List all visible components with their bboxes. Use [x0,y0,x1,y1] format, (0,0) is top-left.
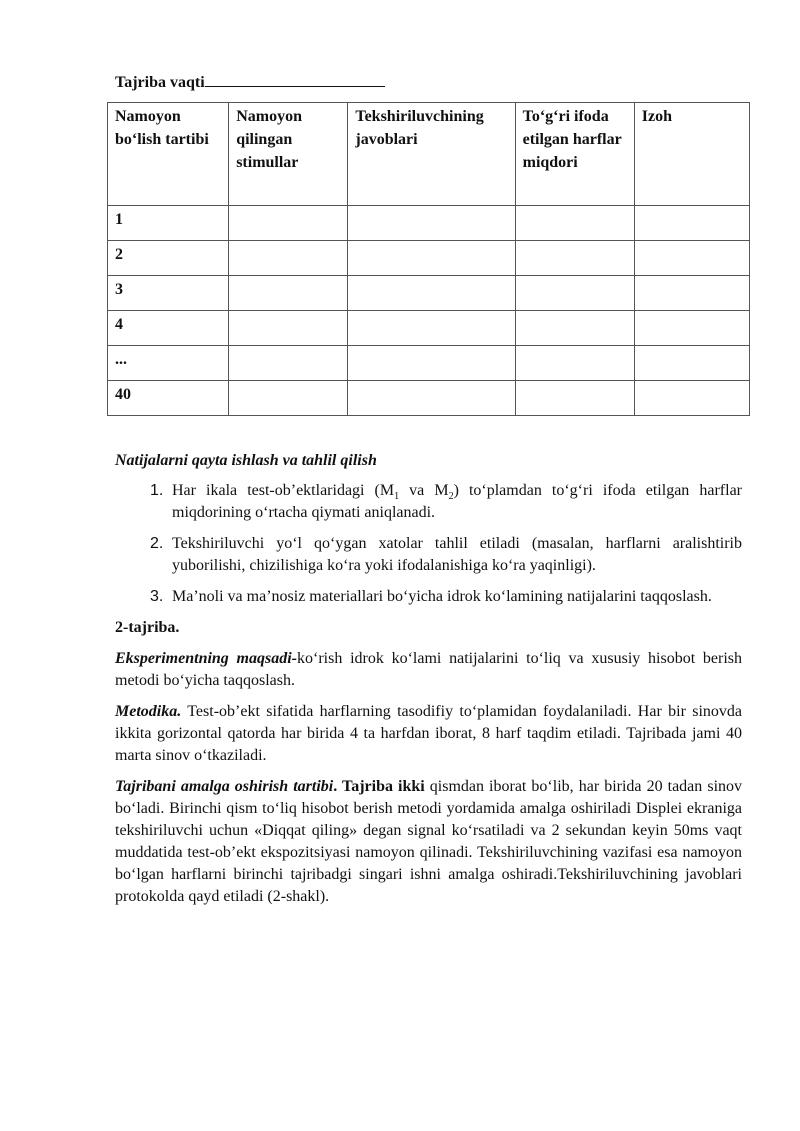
analysis-list [115,480,742,608]
list-text: Har ikala test-ob’ektlaridagi (M [172,482,395,499]
table-cell [348,346,515,381]
method-paragraph [115,701,742,767]
list-number: 3. [150,588,164,605]
subscript: 1 [394,491,400,503]
table-cell [229,241,348,276]
list-text: Tekshiriluvchi yo‘l qo‘ygan xatolar tahlil etiladi (masalan, harflarni aralishtirib yuborilishi, chizilishiga ko‘ra yoki ifodalanishiga ko‘ra yaqinligi). [172,535,742,574]
list-number: 2. [150,535,164,552]
table-row [108,381,750,416]
row-number: 2 [108,241,229,276]
procedure-bold: . Tajriba ikki [333,778,425,795]
procedure-text: qismdan iborat bo‘lib, har birida 20 tadan sinov bo‘ladi. Birinchi qism to‘liq hisobot berish metodi yordamida amalga oshiriladi Displei ekraniga tekshiriluvchi uchun «Diqqat qiling» degan signal ko‘rsatiladi va 2 sekundan keyin 50ms vaqt muddatida test-ob’ekt ekspozitsiyasi namoyon qilinadi. Tekshiriluvchining vazifasi esa namoyon bo‘lgan harflarni birinchi tajribadgi singari ishni amalga oshiradi.Tekshiriluvchining javoblari protokolda qayd etiladi (2-shakl). [115,778,743,905]
row-number: 4 [108,311,229,346]
table-row [108,241,750,276]
table-cell [515,381,634,416]
table-cell [515,311,634,346]
header-order: Namoyon bo‘lish tartibi [108,103,229,206]
table-cell [348,381,515,416]
section-title: Natijalarni qayta ishlash va tahlil qilish [115,452,377,469]
table-cell [348,311,515,346]
list-number: 1. [150,482,164,499]
results-table [107,102,750,416]
list-text: Ma’noli va ma’nosiz materiallari bo‘yicha idrok ko‘lamining natijalarini taqqoslash. [172,588,712,605]
table-cell [348,241,515,276]
row-number: ... [108,346,229,381]
procedure-label: Tajribani amalga oshirish tartibi [115,778,334,795]
experiment-time-line [115,72,742,94]
table-cell [348,206,515,241]
list-item [115,586,742,608]
list-text: va M [399,482,449,499]
table-cell [634,276,749,311]
table-row [108,346,750,381]
list-item [115,480,742,524]
header-stimuli: Namoyon qilingan stimullar [229,103,348,206]
table-cell [634,346,749,381]
list-text: ) to‘plamdan to‘g‘ri ifoda etilgan harflar miqdorining o‘rtacha qiymati aniqlanadi. [172,482,742,521]
experiment-heading: 2-tajriba. [115,619,180,636]
method-text: Test-ob’ekt sifatida harflarning tasodifiy to‘plamidan foydalaniladi. Har bir sinovda ikkita gorizontal qatorda har birida 4 ta harfdan iborat, 8 harf taqdim etiladi. Tajribada jami 40 marta sinov o‘tkaziladi. [115,703,742,764]
time-blank-line [205,72,385,87]
table-cell [634,241,749,276]
table-row [108,206,750,241]
table-cell [229,311,348,346]
table-cell [229,381,348,416]
row-number: 3 [108,276,229,311]
table-cell [229,276,348,311]
list-item [115,533,742,577]
method-label: Metodika. [115,703,182,720]
table-cell [515,276,634,311]
table-cell [229,346,348,381]
row-number: 1 [108,206,229,241]
table-cell [348,276,515,311]
goal-paragraph [115,648,742,692]
goal-text: ko‘rish idrok ko‘lami natijalarini to‘liq va xususiy hisobot berish metodi bo‘yicha taqqoslash. [115,650,742,689]
row-number: 40 [108,381,229,416]
header-note: Izoh [634,103,749,206]
document-page [115,72,742,917]
goal-label: Eksperimentning maqsadi- [115,650,297,667]
table-cell [515,241,634,276]
table-row [108,276,750,311]
table-cell [634,381,749,416]
time-label: Tajriba vaqti [115,74,205,91]
table-cell [515,346,634,381]
table-row [108,311,750,346]
table-cell [515,206,634,241]
table-cell [229,206,348,241]
table-header-row [108,103,750,206]
procedure-paragraph [115,776,742,908]
table-cell [634,206,749,241]
header-correct-count: To‘g‘ri ifoda etilgan harflar miqdori [515,103,634,206]
subscript: 2 [448,491,454,503]
table-cell [634,311,749,346]
header-answers: Tekshiriluvchining javoblari [348,103,515,206]
